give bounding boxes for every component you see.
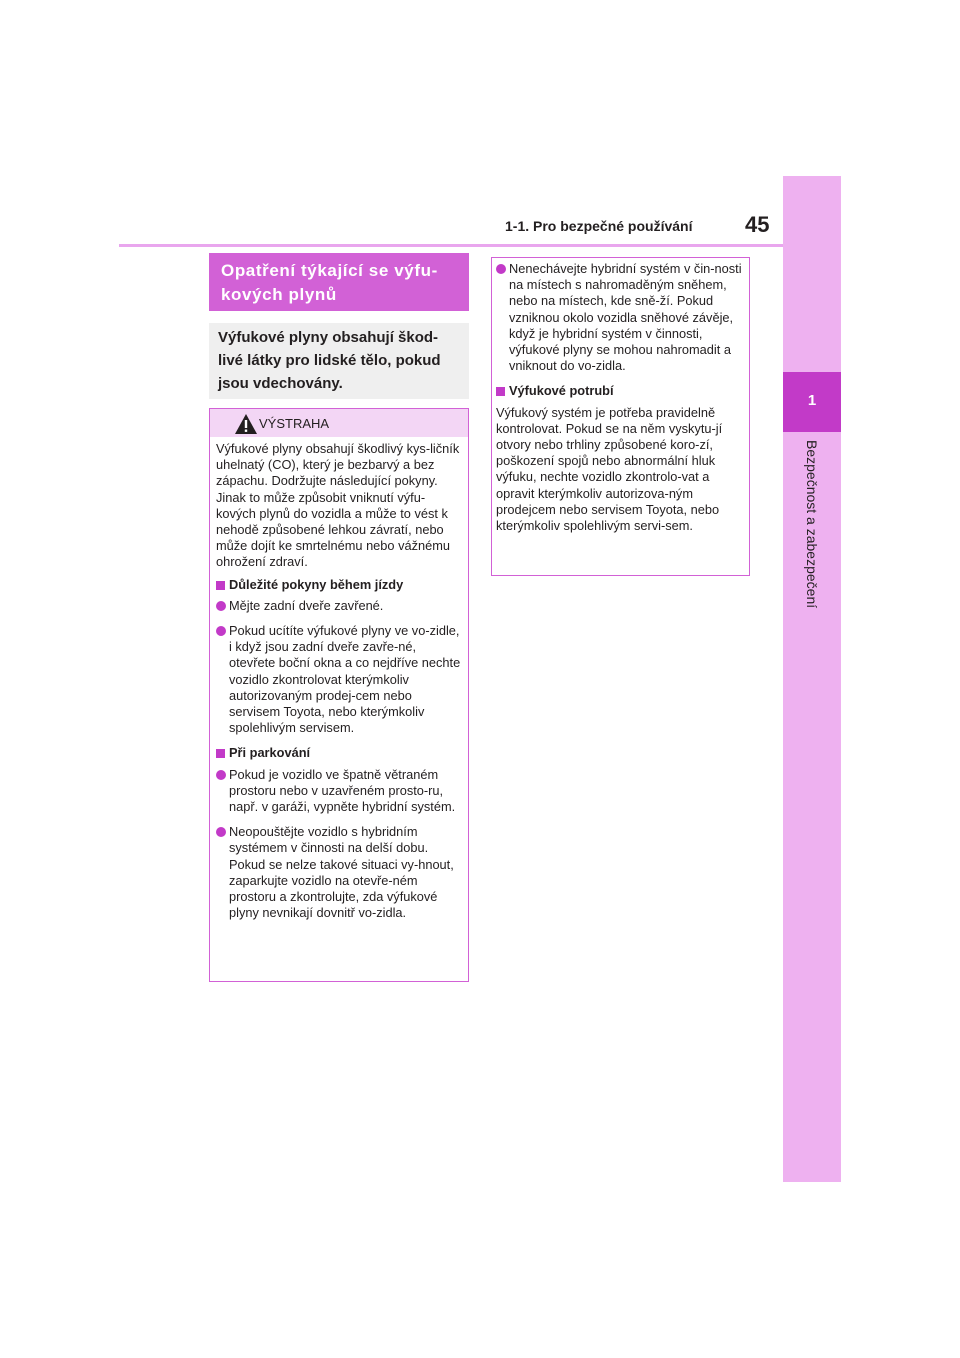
section-title: Opatření týkající se výfu-kových plynů — [221, 261, 438, 304]
side-chapter-label: Bezpečnost a zabezpečení — [804, 440, 820, 609]
subheading-text: Při parkování — [229, 745, 311, 761]
warning-continued-box — [491, 257, 750, 576]
subheading-text: Důležité pokyny během jízdy — [229, 576, 404, 592]
warning-body — [210, 437, 468, 921]
list-item — [216, 824, 462, 921]
round-bullet-icon — [216, 827, 226, 837]
exhaust-pipe-text: Výfukový systém je potřeba pravidelně kontrolovat. Pokud se na něm vyskytu-jí otvory nebo trhliny způsobené koro-zí, poškození spojů nebo abnormální hluk výfuku, nechte vozidlo zkontrolo-vat a opravit kterýmkoliv autorizova-ným prodejcem nebo servisem Toyota, nebo kterýmkoliv spolehlivým servi-sem. — [496, 404, 723, 534]
side-chapter-tab — [783, 176, 841, 1182]
warning-header — [210, 409, 468, 437]
intro-box — [209, 323, 469, 399]
subheading-text: Výfukové potrubí — [509, 383, 614, 399]
square-bullet-icon — [216, 749, 225, 758]
list-item-text: Pokud ucítíte výfukové plyny ve vo-zidle, i když jsou zadní dveře zavře-né, otevřete boční okna a co nejdříve nechte vozidlo zkontrolovat kterýmkoliv autorizovaným prodej-cem nebo servisem Toyota, nebo kterýmkoliv spolehlivým servisem. — [229, 623, 461, 736]
round-bullet-icon — [216, 626, 226, 636]
list-item-text: Mějte zadní dveře zavřené. — [229, 597, 384, 613]
square-bullet-icon — [216, 581, 225, 590]
square-bullet-icon — [496, 387, 505, 396]
list-item — [496, 261, 745, 374]
list-item-text: Pokud je vozidlo ve špatně větraném prostoru nebo v uzavřeném prosto-ru, např. v garáži, vypněte hybridní systém. — [229, 766, 456, 815]
warning-text-2: Jinak to může způsobit vniknutí výfu-kových plynů do vozidla a může to vést k nehodě způsobené lehkou závratí, nebo může dojít ke smrtelnému nebo vážnému ohrožení zdraví. — [216, 489, 451, 570]
warning-subheading-driving — [216, 577, 462, 593]
warning-text-1: Výfukové plyny obsahují škodlivý kys-ličník uhelnatý (CO), který je bezbarvý a bez zápachu. Dodržujte následující pokyny. — [216, 441, 460, 489]
side-chapter-number-box — [783, 372, 841, 432]
chapter-header-title: 1-1. Pro bezpečné používání — [505, 218, 693, 234]
list-item — [216, 598, 462, 614]
side-chapter-number: 1 — [807, 392, 817, 409]
section-title-box — [209, 253, 469, 311]
round-bullet-icon — [216, 601, 226, 611]
list-item — [216, 767, 462, 816]
list-item-text: Nenechávejte hybridní systém v čin-nosti na místech s nahromaděným sněhem, nebo na místech, kde sně-ží. Pokud vzniknou okolo vozidla sněhové závěje, když je hybridní systém v činnosti, výfukové plyny se mohou nahromadit a vniknout do vo-zidla. — [509, 261, 742, 374]
warning-box — [209, 408, 469, 982]
warning-triangle-icon — [234, 413, 258, 435]
list-item — [216, 623, 462, 736]
warning-subheading-parking — [216, 745, 462, 761]
header-divider — [119, 244, 783, 247]
round-bullet-icon — [496, 264, 506, 274]
list-item-text: Neopouštějte vozidlo s hybridním systémem v činnosti na delší dobu. Pokud se nelze takové situaci vy-hnout, zaparkujte vozidlo na otevře-ném prostoru a zkontrolujte, zda výfukové plyny nevnikají dovnitř vo-zidla. — [229, 824, 454, 921]
warning-title: VÝSTRAHA — [259, 416, 330, 431]
intro-text: Výfukové plyny obsahují škod-livé látky pro lidské tělo, pokud jsou vdechovány. — [218, 329, 441, 392]
round-bullet-icon — [216, 770, 226, 780]
page-number: 45 — [745, 212, 770, 237]
exhaust-pipe-subheading — [496, 383, 745, 399]
